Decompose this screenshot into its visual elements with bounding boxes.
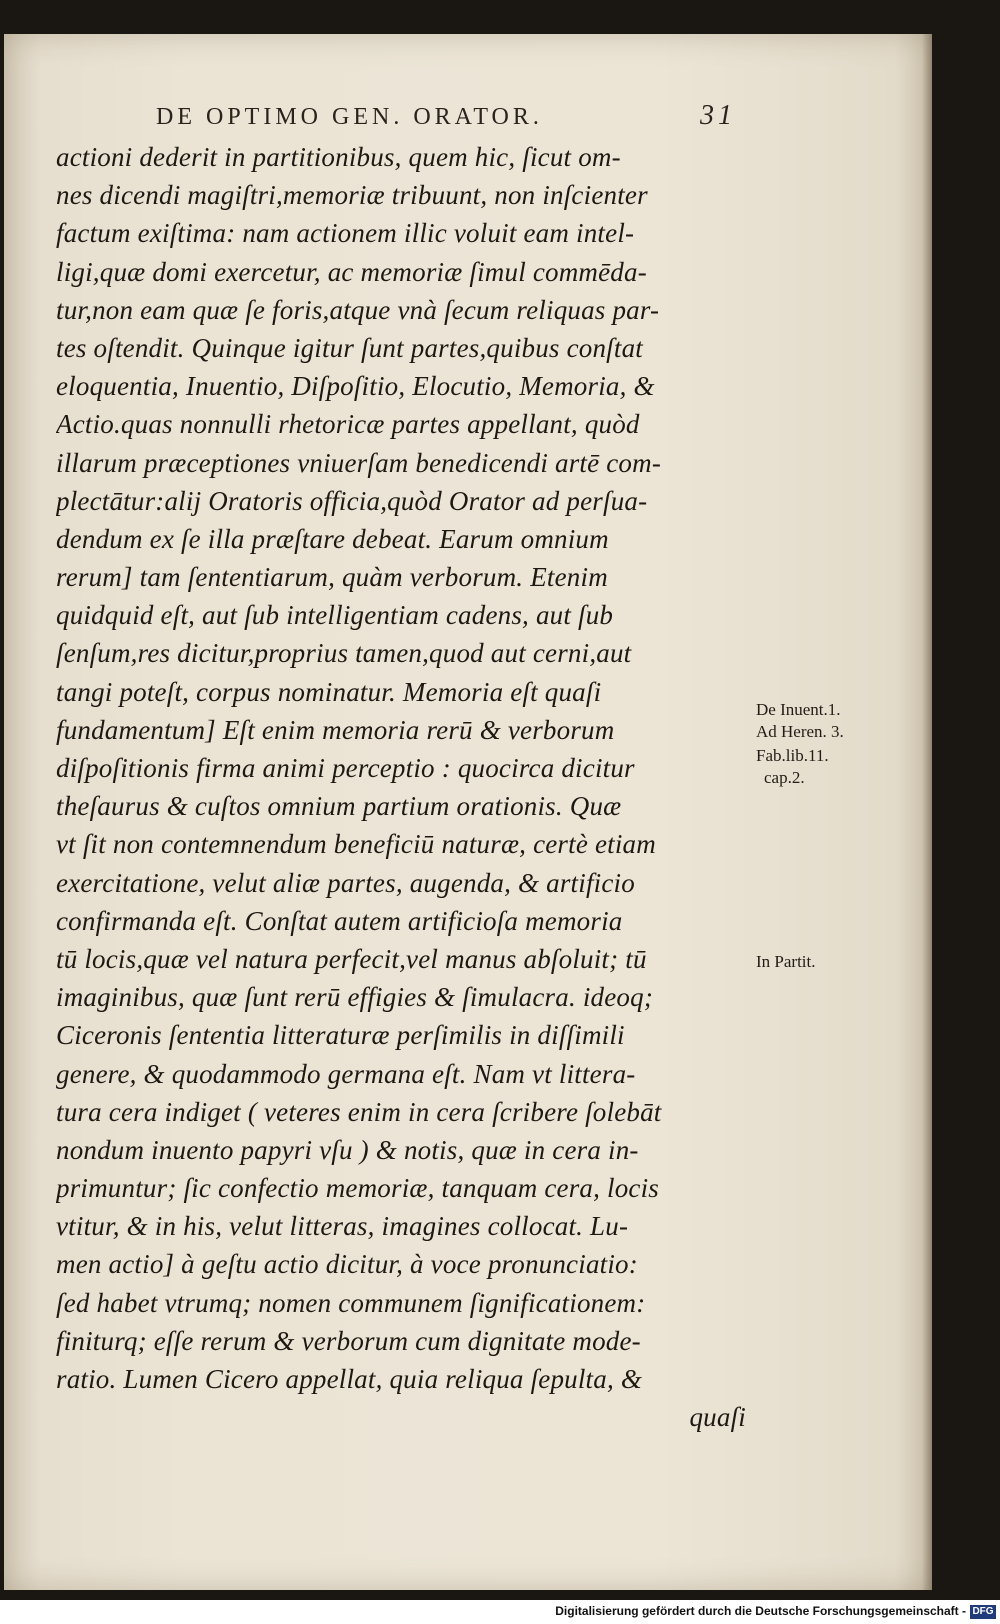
catchword: quaſi: [689, 1402, 746, 1433]
text-line: actioni dederit in partitionibus, quem hic, ſicut om-: [56, 142, 621, 172]
text-line: tangi poteſt, corpus nominatur. Memoria eſt quaſi: [56, 676, 602, 707]
text-line: tur,non eam quæ ſe foris,atque vnà ſecum reliquas par-: [56, 294, 660, 325]
text-line: finiturq; eſſe rerum & verborum cum dignitate mode-: [56, 1325, 641, 1356]
text-line: theſaurus & cuſtos omnium partium orationis. Quæ: [56, 791, 622, 822]
text-line: confirmanda eſt. Conſtat autem artificioſa memoria: [56, 905, 623, 936]
text-line: exercitatione, velut aliæ partes, augenda, & artificio: [56, 867, 635, 898]
text-line: ſed habet vtrumq; nomen communem ſignificationem:: [56, 1287, 646, 1318]
text-line: tū locis,quæ vel natura perfecit,vel manus abſoluit; tū: [56, 943, 647, 974]
text-line: rerum] tam ſententiarum, quàm verborum. Etenim: [56, 562, 608, 593]
text-line: fundamentum] Eſt enim memoria rerū & verborum: [56, 714, 615, 745]
text-line: diſpoſitionis firma animi perceptio : quocirca dicitur: [56, 753, 635, 783]
page-number: 31: [700, 100, 736, 131]
text-line: dendum ex ſe illa præſtare debeat. Earum omnium: [56, 523, 609, 554]
text-line: nes dicendi magiſtri,memoriæ tribuunt, non inſcienter: [56, 180, 648, 211]
margin-note: Fab.lib.11.: [756, 746, 829, 765]
book-page: [4, 34, 932, 1590]
dfg-logo-icon: DFG: [970, 1605, 996, 1619]
funding-credit: Digitalisierung gefördert durch die Deutsche Forschungsgemeinschaft -: [555, 1604, 966, 1618]
text-line: nondum inuento papyri vſu ) & notis, quæ in cera in-: [56, 1134, 639, 1165]
text-line: plectātur:alij Oratoris officia,quòd Orator ad perſua-: [56, 485, 648, 516]
text-line: illarum præceptiones vniuerſam benedicendi artē com-: [56, 447, 662, 478]
text-line: quidquid eſt, aut ſub intelligentiam cadens, aut ſub: [56, 600, 614, 631]
margin-note: cap.2.: [764, 768, 805, 787]
text-line: tes oſtendit. Quinque igitur ſunt partes,quibus conſtat: [56, 332, 643, 363]
margin-note: In Partit.: [756, 952, 816, 971]
text-line: vt ſit non contemnendum beneficiū naturæ, certè etiam: [56, 829, 656, 860]
text-line: ſenſum,res dicitur,proprius tamen,quod aut cerni,aut: [56, 638, 632, 669]
margin-note: Ad Heren. 3.: [756, 722, 844, 741]
body-text: [56, 138, 746, 1436]
text-line: genere, & quodammodo germana eſt. Nam vt littera-: [56, 1058, 636, 1089]
running-head: [156, 100, 736, 134]
text-line: ratio. Lumen Cicero appellat, quia reliqua ſepulta, &: [56, 1364, 643, 1394]
text-line: eloquentia, Inuentio, Diſpoſitio, Elocutio, Memoria, &: [56, 371, 655, 402]
text-line: primuntur; ſic confectio memoriæ, tanquam cera, locis: [56, 1173, 660, 1204]
text-line: tura cera indiget ( veteres enim in cera ſcribere ſolebāt: [56, 1096, 662, 1127]
text-line: Actio.quas nonnulli rhetoricæ partes appellant, quòd: [56, 409, 640, 440]
text-line: men actio] à geſtu actio dicitur, à voce pronunciatio:: [56, 1249, 638, 1280]
text-line: factum exiſtima: nam actionem illic voluit eam intel-: [56, 218, 635, 249]
text-line: vtitur, & in his, velut litteras, imagines collocat. Lu-: [56, 1211, 629, 1242]
running-head-title: DE OPTIMO GEN. ORATOR.: [156, 104, 543, 130]
footer-bar: [0, 1600, 1000, 1624]
text-line: imaginibus, quæ ſunt rerū effigies & ſimulacra. ideoq;: [56, 982, 654, 1013]
margin-note: De Inuent.1.: [756, 700, 841, 719]
text-line: Ciceronis ſententia litteraturæ perſimilis in diſſimili: [56, 1020, 625, 1051]
text-line: ligi,quæ domi exercetur, ac memoriæ ſimul commēda-: [56, 256, 647, 287]
